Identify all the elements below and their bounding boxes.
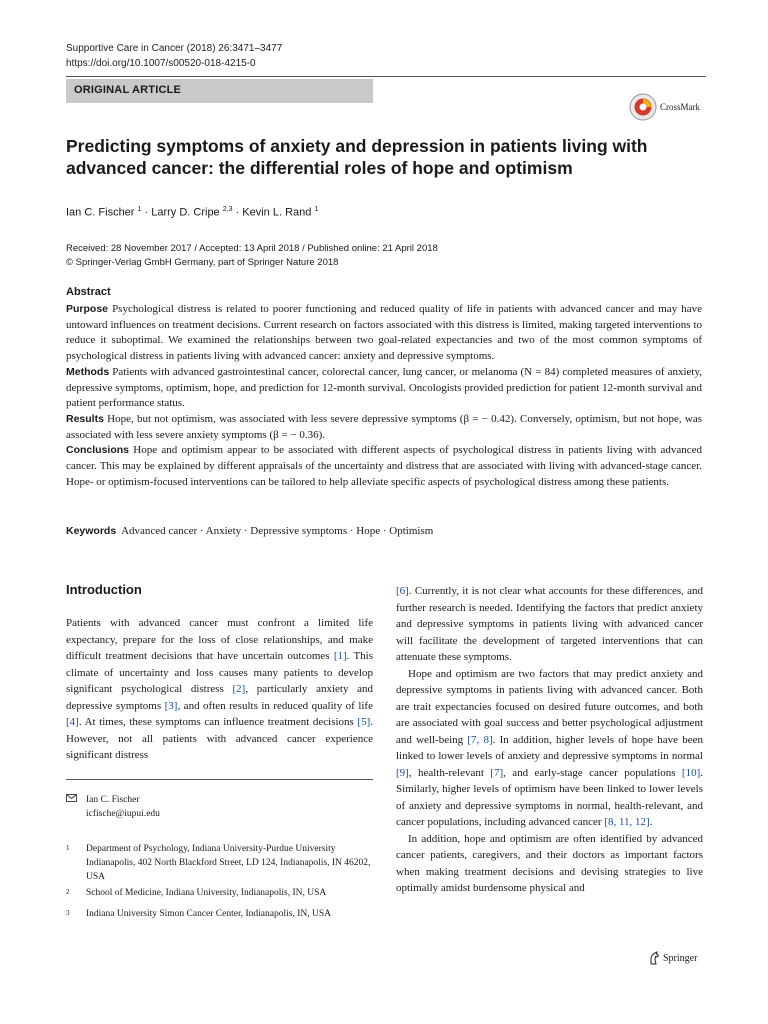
citation-link[interactable]: [3] (164, 699, 178, 712)
abstract-purpose (66, 302, 702, 365)
author-affiliation-mark: 1 (314, 206, 319, 213)
citation-link[interactable]: [6] (396, 585, 409, 597)
journal-header (66, 41, 282, 71)
article-type-label: ORIGINAL ARTICLE (74, 84, 182, 96)
section-heading: Introduction (66, 582, 142, 597)
affiliation-number: 1 (66, 844, 70, 852)
citation-link[interactable]: [4] (66, 716, 79, 728)
paragraph (396, 666, 703, 831)
envelope-icon (66, 793, 86, 807)
abstract-section-label: Methods (66, 365, 110, 378)
paragraph-text: . (649, 816, 653, 828)
paragraph (66, 615, 373, 764)
keywords-list: Advanced cancer · Anxiety · Depressive symptoms · Hope · Optimism (121, 525, 434, 537)
author-affiliation-mark: 2,3 (222, 206, 233, 213)
article-title: Predicting symptoms of anxiety and depression in patients living with advanced cancer: the differential roles of hope and optimism (66, 136, 648, 178)
paragraph-text: . Currently, it is not clear what accounts for these differences, and further research is needed. Identifying the factors that predict anxiety and depressive symptoms in patients living with advanced cancer will facilitate the development of targeted interventions that can attenuate these symptoms. (396, 585, 703, 663)
crossmark-icon (629, 93, 657, 121)
abstract-section-text: Psychological distress is related to poorer functioning and reduced quality of life in patients with advanced cancer and may have untoward influences on treatment decisions. Current research on factors associated with this distress is limited, making targeted interventions to reduce it suboptimal. We examined the relationships between two goal-related expectancies and two of the most common symptoms of psychological distress in patients living with advanced cancer: anxiety and depressive symptoms. (66, 303, 702, 363)
affiliation (66, 886, 373, 900)
paragraph-text: , and early-stage cancer populations (503, 766, 682, 779)
paragraph-text: . Similarly, higher levels of optimism have been linked to lower levels of anxiety and depressive symptoms in normal, health-relevant, and cancer populations, including advanced cancer (396, 766, 703, 828)
body-column-left (66, 615, 373, 764)
abstract-body (66, 302, 702, 490)
corresponding-author-name: Ian C. Fischer (86, 795, 140, 805)
author-separator: · (232, 206, 243, 219)
author-list (66, 202, 318, 221)
paragraph-text: . At times, these symptoms can influence treatment decisions (78, 716, 358, 728)
author-name: Ian C. Fischer (66, 206, 135, 219)
citation-link[interactable]: [5] (357, 716, 371, 728)
abstract-conclusions (66, 443, 702, 490)
abstract-methods (66, 365, 702, 412)
paragraph-text: Patients with advanced cancer must confront a limited life expectancy, prepare for the loss of close relationships, and make difficult treatment decisions that have uncertain outcomes (66, 617, 373, 662)
copyright-line: © Springer-Verlag GmbH Germany, part of Springer Nature 2018 (66, 257, 339, 268)
author-name: Kevin L. Rand (242, 206, 312, 219)
citation-link[interactable]: [7] (490, 766, 504, 779)
keywords (66, 524, 702, 539)
affiliation-text: School of Medicine, Indiana University, Indianapolis, IN, USA (86, 888, 327, 898)
paragraph-text: , particularly anxiety and depressive symptoms (66, 683, 373, 712)
affiliation-text: Department of Psychology, Indiana University-Purdue University Indianapolis, 402 North Blackford Street, LD 124, Indianapolis, IN 46202, USA (86, 844, 371, 882)
abstract-section-label: Purpose (66, 303, 109, 315)
paragraph (396, 831, 703, 897)
author-name: Larry D. Cripe (151, 206, 220, 219)
affiliation (66, 907, 373, 921)
abstract-heading: Abstract (66, 286, 111, 298)
paragraph-text: Hope and optimism are two factors that may predict anxiety and depressive symptoms in patients living with advanced cancer. Both are trait expectancies focused on desired future outcomes, and both are associated with goal success and better psychological adjustment and well-being (396, 667, 703, 746)
publisher-logo (648, 951, 697, 965)
paragraph-text: . In addition, higher levels of hope have been linked to lower levels of anxiety and depressive symptoms in normal (396, 733, 703, 762)
paragraph-text: , and often results in reduced quality of life (177, 699, 373, 712)
body-column-right (396, 583, 703, 897)
header-rule (66, 76, 706, 77)
abstract-section-label: Results (66, 412, 104, 425)
publisher-name: Springer (663, 952, 698, 964)
abstract-section-text: Hope, but not optimism, was associated with less severe depressive symptoms (β = − 0.42). Conversely, optimism, but not hope, was associated with less severe anxiety symptoms (β = − 0.36). (66, 412, 703, 441)
crossmark-label: CrossMark (660, 102, 700, 112)
author-affiliation-mark: 1 (137, 206, 142, 213)
paragraph-text: , health-relevant (408, 766, 491, 779)
crossmark-badge[interactable] (629, 92, 705, 122)
springer-horse-icon (648, 951, 660, 965)
author-separator: · (141, 206, 152, 219)
corresponding-author-email[interactable]: icfische@iupui.edu (86, 809, 160, 819)
citation-link[interactable]: [10] (681, 766, 701, 779)
keywords-label: Keywords (66, 525, 117, 537)
received-accepted-line: Received: 28 November 2017 / Accepted: 13 April 2018 / Published online: 21 April 2018 (66, 243, 438, 254)
paragraph-text: In addition, hope and optimism are often identified by advanced cancer patients, caregivers, and their doctors as important factors when making treatment decisions and devising strategies to live optimally amidst burdensome physical and (396, 832, 703, 894)
citation-link[interactable]: [7, 8] (467, 733, 493, 746)
citation-link[interactable]: [8, 11, 12] (604, 816, 650, 828)
citation-link[interactable]: [9] (396, 766, 409, 779)
affiliation-text: Indiana University Simon Cancer Center, Indianapolis, IN, USA (86, 909, 331, 919)
abstract-results (66, 412, 702, 443)
citation-link[interactable]: [2] (232, 683, 246, 695)
doi-link[interactable]: https://doi.org/10.1007/s00520-018-4215-0 (66, 58, 256, 69)
paragraph-text: . This climate of uncertainty and loss causes many patients to develop significant psychological distress (66, 650, 373, 695)
affiliation (66, 842, 373, 884)
journal-citation: Supportive Care in Cancer (2018) 26:3471–3477 (66, 43, 283, 54)
abstract-section-text: Hope and optimism appear to be associated with different aspects of psychological distress in patients living with advanced cancer. This may be explained by different appraisals of the uncertainty and distress that are associated with living with advanced-stage cancer. Hope- or optimism-focused interventions can be tailored to help alleviate specific aspects of psychological distress among these patients. (66, 444, 702, 488)
citation-link[interactable]: [1] (333, 650, 347, 662)
paragraph-text: . However, not all patients with advanced cancer experience significant distress (66, 716, 373, 761)
abstract-section-text: Patients with advanced gastrointestinal cancer, colorectal cancer, lung cancer, or melanoma (N = 84) completed measures of anxiety, depressive symptoms, optimism, hope, and prediction for 12-month survival. Oncologists provided prediction for patient 12-month survival and patient performance status. (66, 365, 703, 410)
affiliation-number: 3 (66, 909, 70, 917)
corresponding-author (66, 793, 160, 821)
abstract-section-label: Conclusions (66, 444, 130, 457)
footnote-rule (66, 779, 373, 780)
paragraph (396, 583, 703, 666)
publication-dates (66, 242, 438, 270)
affiliation-number: 2 (66, 888, 70, 896)
